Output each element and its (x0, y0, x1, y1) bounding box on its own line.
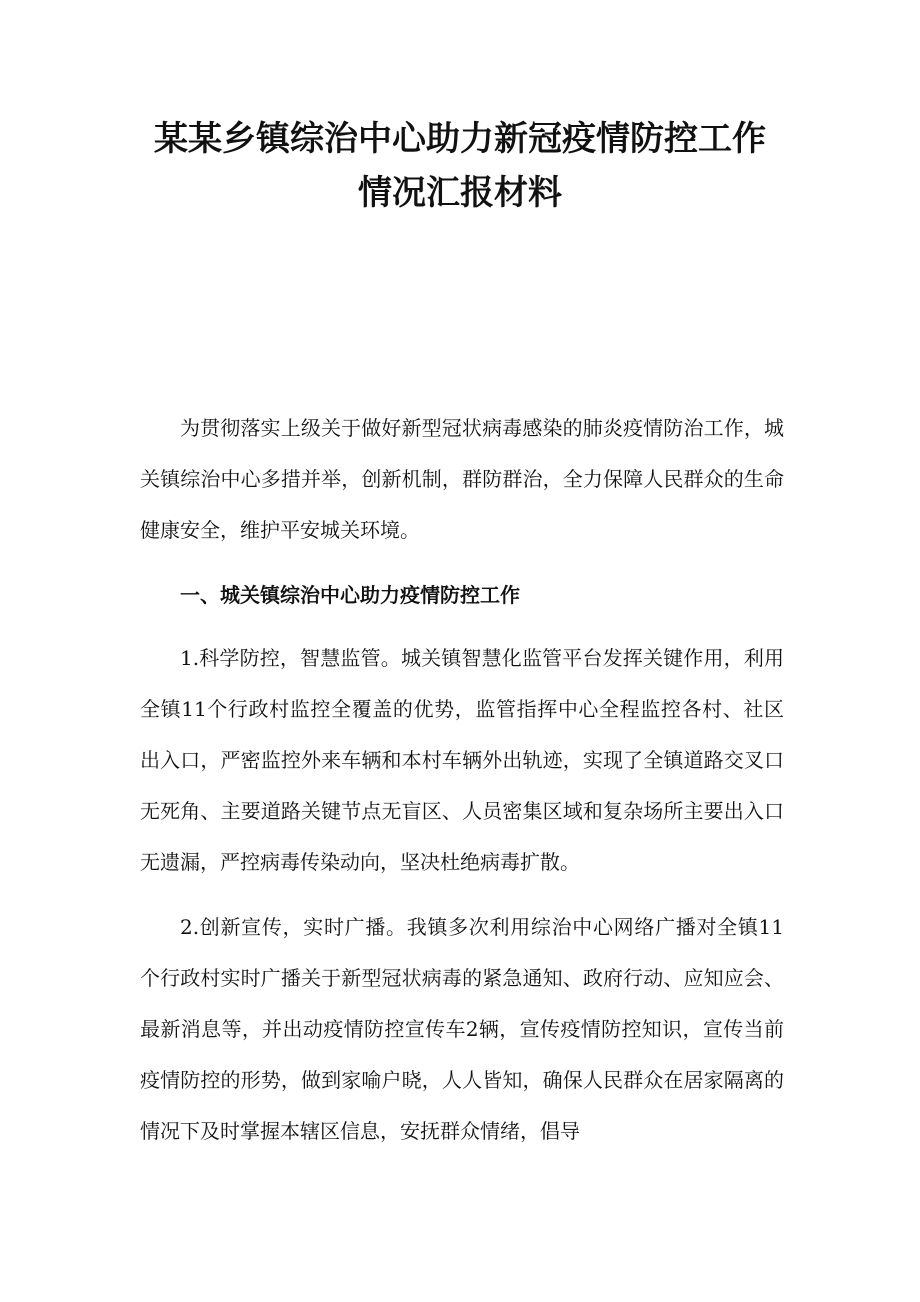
title-line-1: 某某乡镇综治中心助力新冠疫情防控工作 (154, 119, 766, 159)
intro-paragraph: 为贯彻落实上级关于做好新型冠状病毒感染的肺炎疫情防治工作，城关镇综治中心多措并举，创新机制，群防群治，全力保障人民群众的生命健康安全，维护平安城关环境。 (140, 416, 784, 542)
item-paragraph-1: 1.科学防控，智慧监管。城关镇智慧化监管平台发挥关键作用，利用全镇11个行政村监控全覆盖的优势，监管指挥中心全程监控各村、社区出入口，严密监控外来车辆和本村车辆外出轨迹，实现了全镇道路交叉口无死角、主要道路关键节点无盲区、人员密集区域和复杂场所主要出入口无遗漏，严控病毒传染动向，坚决杜绝病毒扩散。 (140, 646, 784, 874)
title-line-2: 情况汇报材料 (358, 173, 562, 213)
item-paragraph-2: 2.创新宣传，实时广播。我镇多次利用综治中心网络广播对全镇11个行政村实时广播关于新型冠状病毒的紧急通知、政府行动、应知应会、最新消息等，并出动疫情防控宣传车2辆，宣传疫情防控知识，宣传当前疫情防控的形势，做到家喻户晓，人人皆知，确保人民群众在居家隔离的情况下及时掌握本辖区信息，安抚群众情绪，倡导 (140, 915, 784, 1143)
document-body (140, 403, 784, 1171)
document-title (100, 112, 820, 220)
section-heading: 一、城关镇综治中心助力疫情防控工作 (180, 583, 520, 607)
